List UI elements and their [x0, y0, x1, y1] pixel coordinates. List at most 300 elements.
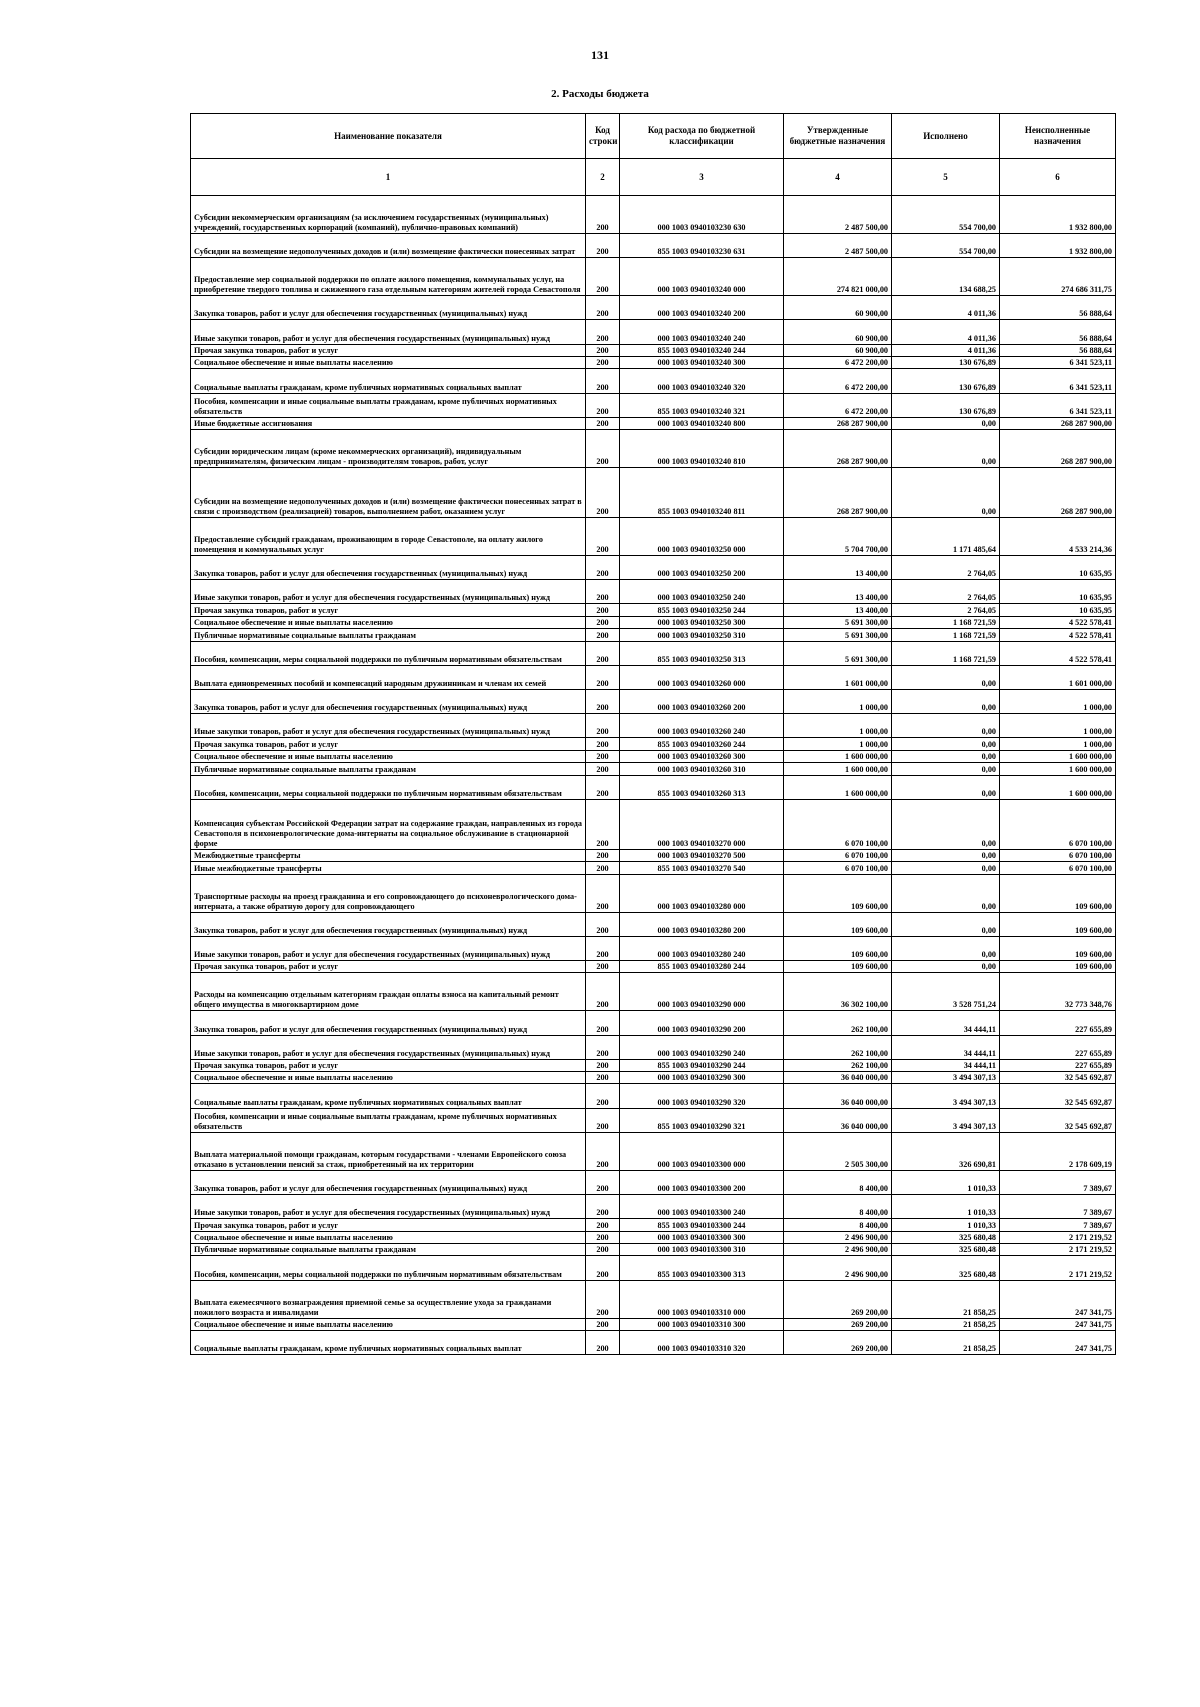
cell-indicator-name: Прочая закупка товаров, работ и услуг	[191, 344, 586, 356]
cell-executed-amount: 0,00	[892, 763, 1000, 775]
cell-classification-code: 000 1003 0940103250 000	[620, 518, 784, 556]
cell-executed-amount: 3 494 307,13	[892, 1084, 1000, 1108]
cell-executed-amount: 4 011,36	[892, 296, 1000, 320]
cell-indicator-name: Социальное обеспечение и иные выплаты населению	[191, 1072, 586, 1084]
cell-indicator-name: Закупка товаров, работ и услуг для обеспечения государственных (муниципальных) нужд	[191, 556, 586, 580]
cell-classification-code: 000 1003 0940103240 240	[620, 320, 784, 344]
cell-approved-amount: 6 472 200,00	[784, 393, 892, 417]
cell-indicator-name: Закупка товаров, работ и услуг для обеспечения государственных (муниципальных) нужд	[191, 690, 586, 714]
cell-indicator-name: Субсидии на возмещение недополученных доходов и (или) возмещение фактически понесенных затрат в связи с производством (реализацией) товаров, выполнением работ, оказанием услуг	[191, 468, 586, 518]
table-row	[191, 799, 1116, 849]
cell-approved-amount: 1 601 000,00	[784, 665, 892, 689]
cell-executed-amount: 2 764,05	[892, 580, 1000, 604]
table-row	[191, 1280, 1116, 1318]
cell-indicator-name: Иные закупки товаров, работ и услуг для обеспечения государственных (муниципальных) нужд	[191, 714, 586, 738]
cell-unexecuted-amount: 10 635,95	[1000, 580, 1116, 604]
cell-executed-amount: 2 764,05	[892, 556, 1000, 580]
table-row	[191, 468, 1116, 518]
cell-approved-amount: 2 487 500,00	[784, 196, 892, 234]
cell-indicator-name: Прочая закупка товаров, работ и услуг	[191, 738, 586, 750]
cell-classification-code: 000 1003 0940103290 240	[620, 1035, 784, 1059]
cell-line-code: 200	[586, 973, 620, 1011]
cell-unexecuted-amount: 10 635,95	[1000, 556, 1116, 580]
cell-approved-amount: 6 472 200,00	[784, 356, 892, 368]
cell-indicator-name: Субсидии некоммерческим организациям (за исключением государственных (муниципальных) учреждений, государственных корпораций (компаний), публично-правовых компаний)	[191, 196, 586, 234]
cell-executed-amount: 554 700,00	[892, 234, 1000, 258]
table-row	[191, 1195, 1116, 1219]
cell-unexecuted-amount: 32 545 692,87	[1000, 1084, 1116, 1108]
cell-executed-amount: 130 676,89	[892, 356, 1000, 368]
cell-classification-code: 000 1003 0940103280 200	[620, 912, 784, 936]
cell-line-code: 200	[586, 344, 620, 356]
cell-executed-amount: 0,00	[892, 690, 1000, 714]
cell-classification-code: 000 1003 0940103300 000	[620, 1132, 784, 1170]
cell-executed-amount: 0,00	[892, 665, 1000, 689]
cell-unexecuted-amount: 56 888,64	[1000, 320, 1116, 344]
cell-classification-code: 000 1003 0940103240 200	[620, 296, 784, 320]
cell-line-code: 200	[586, 1280, 620, 1318]
cell-executed-amount: 0,00	[892, 799, 1000, 849]
cell-executed-amount: 21 858,25	[892, 1318, 1000, 1330]
cell-line-code: 200	[586, 1108, 620, 1132]
cell-approved-amount: 6 472 200,00	[784, 369, 892, 393]
cell-executed-amount: 0,00	[892, 430, 1000, 468]
cell-line-code: 200	[586, 320, 620, 344]
table-row	[191, 1084, 1116, 1108]
cell-indicator-name: Прочая закупка товаров, работ и услуг	[191, 1059, 586, 1071]
cell-line-code: 200	[586, 417, 620, 429]
cell-indicator-name: Иные бюджетные ассигнования	[191, 417, 586, 429]
cell-approved-amount: 2 496 900,00	[784, 1244, 892, 1256]
cell-unexecuted-amount: 32 773 348,76	[1000, 973, 1116, 1011]
cell-indicator-name: Публичные нормативные социальные выплаты гражданам	[191, 763, 586, 775]
cell-approved-amount: 2 487 500,00	[784, 234, 892, 258]
cell-line-code: 200	[586, 960, 620, 972]
cell-executed-amount: 554 700,00	[892, 196, 1000, 234]
table-row	[191, 393, 1116, 417]
cell-line-code: 200	[586, 738, 620, 750]
cell-unexecuted-amount: 247 341,75	[1000, 1280, 1116, 1318]
cell-approved-amount: 2 496 900,00	[784, 1231, 892, 1243]
cell-executed-amount: 0,00	[892, 714, 1000, 738]
cell-approved-amount: 268 287 900,00	[784, 468, 892, 518]
cell-classification-code: 855 1003 0940103250 244	[620, 604, 784, 616]
cell-unexecuted-amount: 4 522 578,41	[1000, 616, 1116, 628]
table-row	[191, 738, 1116, 750]
cell-executed-amount: 326 690,81	[892, 1132, 1000, 1170]
cell-approved-amount: 6 070 100,00	[784, 799, 892, 849]
cell-unexecuted-amount: 7 389,67	[1000, 1195, 1116, 1219]
cell-classification-code: 000 1003 0940103260 200	[620, 690, 784, 714]
cell-indicator-name: Предоставление мер социальной поддержки по оплате жилого помещения, коммунальных услуг, на приобретение твердого топлива и сжиженного газа отдельным категориям жителей города Севастополя	[191, 258, 586, 296]
cell-approved-amount: 2 496 900,00	[784, 1256, 892, 1280]
table-row	[191, 518, 1116, 556]
cell-line-code: 200	[586, 296, 620, 320]
cell-line-code: 200	[586, 690, 620, 714]
section-title: 2. Расходы бюджета	[551, 88, 649, 100]
cell-classification-code: 000 1003 0940103240 810	[620, 430, 784, 468]
column-number: 5	[892, 159, 1000, 196]
cell-indicator-name: Субсидии юридическим лицам (кроме некоммерческих организаций), индивидуальным предпринимателям, физическим лицам - производителям товаров, работ, услуг	[191, 430, 586, 468]
cell-classification-code: 855 1003 0940103290 321	[620, 1108, 784, 1132]
cell-line-code: 200	[586, 1072, 620, 1084]
table-row	[191, 417, 1116, 429]
cell-indicator-name: Социальное обеспечение и иные выплаты населению	[191, 1318, 586, 1330]
table-row	[191, 1072, 1116, 1084]
cell-approved-amount: 262 100,00	[784, 1059, 892, 1071]
cell-executed-amount: 130 676,89	[892, 369, 1000, 393]
cell-line-code: 200	[586, 799, 620, 849]
cell-line-code: 200	[586, 714, 620, 738]
cell-approved-amount: 274 821 000,00	[784, 258, 892, 296]
cell-approved-amount: 36 040 000,00	[784, 1072, 892, 1084]
cell-line-code: 200	[586, 665, 620, 689]
cell-approved-amount: 1 600 000,00	[784, 775, 892, 799]
table-row	[191, 973, 1116, 1011]
cell-classification-code: 000 1003 0940103250 200	[620, 556, 784, 580]
cell-approved-amount: 109 600,00	[784, 936, 892, 960]
cell-classification-code: 000 1003 0940103250 240	[620, 580, 784, 604]
cell-line-code: 200	[586, 393, 620, 417]
cell-executed-amount: 1 168 721,59	[892, 629, 1000, 641]
cell-unexecuted-amount: 109 600,00	[1000, 912, 1116, 936]
cell-executed-amount: 1 171 485,64	[892, 518, 1000, 556]
table-row	[191, 1244, 1116, 1256]
cell-approved-amount: 269 200,00	[784, 1330, 892, 1354]
column-header-classification-code: Код расхода по бюджетной классификации	[620, 114, 784, 159]
cell-approved-amount: 268 287 900,00	[784, 417, 892, 429]
cell-executed-amount: 1 010,33	[892, 1170, 1000, 1194]
cell-executed-amount: 130 676,89	[892, 393, 1000, 417]
cell-approved-amount: 13 400,00	[784, 604, 892, 616]
cell-classification-code: 855 1003 0940103300 313	[620, 1256, 784, 1280]
cell-classification-code: 000 1003 0940103310 320	[620, 1330, 784, 1354]
cell-approved-amount: 1 000,00	[784, 714, 892, 738]
cell-unexecuted-amount: 109 600,00	[1000, 874, 1116, 912]
cell-indicator-name: Пособия, компенсации и иные социальные выплаты гражданам, кроме публичных нормативных обязательств	[191, 393, 586, 417]
table-row	[191, 629, 1116, 641]
column-number: 2	[586, 159, 620, 196]
cell-approved-amount: 60 900,00	[784, 296, 892, 320]
cell-line-code: 200	[586, 1195, 620, 1219]
cell-unexecuted-amount: 1 932 800,00	[1000, 196, 1116, 234]
cell-line-code: 200	[586, 518, 620, 556]
cell-indicator-name: Социальное обеспечение и иные выплаты населению	[191, 356, 586, 368]
cell-line-code: 200	[586, 1035, 620, 1059]
cell-indicator-name: Иные закупки товаров, работ и услуг для обеспечения государственных (муниципальных) нужд	[191, 580, 586, 604]
cell-line-code: 200	[586, 1219, 620, 1231]
cell-executed-amount: 4 011,36	[892, 344, 1000, 356]
cell-executed-amount: 325 680,48	[892, 1244, 1000, 1256]
cell-line-code: 200	[586, 1256, 620, 1280]
cell-classification-code: 855 1003 0940103280 244	[620, 960, 784, 972]
cell-classification-code: 000 1003 0940103260 310	[620, 763, 784, 775]
cell-executed-amount: 0,00	[892, 468, 1000, 518]
cell-line-code: 200	[586, 775, 620, 799]
table-row	[191, 430, 1116, 468]
cell-indicator-name: Выплата ежемесячного вознаграждения приемной семье за осуществление ухода за гражданами пожилого возраста и инвалидами	[191, 1280, 586, 1318]
cell-executed-amount: 134 688,25	[892, 258, 1000, 296]
table-row	[191, 1231, 1116, 1243]
table-row	[191, 1219, 1116, 1231]
table-header-row	[191, 114, 1116, 159]
cell-indicator-name: Прочая закупка товаров, работ и услуг	[191, 1219, 586, 1231]
table-row	[191, 369, 1116, 393]
table-row	[191, 1170, 1116, 1194]
cell-approved-amount: 6 070 100,00	[784, 849, 892, 861]
cell-executed-amount: 21 858,25	[892, 1280, 1000, 1318]
cell-unexecuted-amount: 109 600,00	[1000, 936, 1116, 960]
table-row	[191, 690, 1116, 714]
cell-line-code: 200	[586, 1059, 620, 1071]
cell-executed-amount: 3 494 307,13	[892, 1108, 1000, 1132]
cell-classification-code: 000 1003 0940103270 500	[620, 849, 784, 861]
cell-classification-code: 855 1003 0940103260 313	[620, 775, 784, 799]
cell-line-code: 200	[586, 1231, 620, 1243]
cell-classification-code: 000 1003 0940103250 300	[620, 616, 784, 628]
cell-unexecuted-amount: 2 171 219,52	[1000, 1231, 1116, 1243]
cell-line-code: 200	[586, 468, 620, 518]
table-row	[191, 580, 1116, 604]
cell-indicator-name: Пособия, компенсации и иные социальные выплаты гражданам, кроме публичных нормативных обязательств	[191, 1108, 586, 1132]
table-row	[191, 714, 1116, 738]
cell-indicator-name: Социальное обеспечение и иные выплаты населению	[191, 616, 586, 628]
cell-approved-amount: 269 200,00	[784, 1318, 892, 1330]
cell-executed-amount: 3 494 307,13	[892, 1072, 1000, 1084]
cell-executed-amount: 34 444,11	[892, 1035, 1000, 1059]
cell-line-code: 200	[586, 258, 620, 296]
cell-executed-amount: 0,00	[892, 862, 1000, 874]
table-row	[191, 1318, 1116, 1330]
cell-classification-code: 855 1003 0940103270 540	[620, 862, 784, 874]
table-row	[191, 936, 1116, 960]
cell-unexecuted-amount: 6 070 100,00	[1000, 849, 1116, 861]
cell-indicator-name: Закупка товаров, работ и услуг для обеспечения государственных (муниципальных) нужд	[191, 912, 586, 936]
cell-classification-code: 000 1003 0940103230 630	[620, 196, 784, 234]
cell-indicator-name: Пособия, компенсации, меры социальной поддержки по публичным нормативным обязательствам	[191, 775, 586, 799]
cell-classification-code: 000 1003 0940103240 800	[620, 417, 784, 429]
cell-unexecuted-amount: 6 341 523,11	[1000, 356, 1116, 368]
cell-unexecuted-amount: 6 070 100,00	[1000, 862, 1116, 874]
table-row	[191, 665, 1116, 689]
cell-unexecuted-amount: 1 932 800,00	[1000, 234, 1116, 258]
cell-unexecuted-amount: 109 600,00	[1000, 960, 1116, 972]
cell-indicator-name: Межбюджетные трансферты	[191, 849, 586, 861]
cell-approved-amount: 109 600,00	[784, 874, 892, 912]
table-row	[191, 1330, 1116, 1354]
cell-executed-amount: 0,00	[892, 738, 1000, 750]
cell-unexecuted-amount: 2 171 219,52	[1000, 1256, 1116, 1280]
table-row	[191, 750, 1116, 762]
cell-executed-amount: 325 680,48	[892, 1256, 1000, 1280]
cell-classification-code: 000 1003 0940103260 000	[620, 665, 784, 689]
cell-classification-code: 855 1003 0940103240 811	[620, 468, 784, 518]
cell-line-code: 200	[586, 641, 620, 665]
cell-approved-amount: 1 000,00	[784, 738, 892, 750]
cell-classification-code: 855 1003 0940103300 244	[620, 1219, 784, 1231]
cell-executed-amount: 0,00	[892, 750, 1000, 762]
cell-approved-amount: 8 400,00	[784, 1195, 892, 1219]
table-row	[191, 258, 1116, 296]
cell-indicator-name: Пособия, компенсации, меры социальной поддержки по публичным нормативным обязательствам	[191, 1256, 586, 1280]
cell-approved-amount: 1 000,00	[784, 690, 892, 714]
cell-approved-amount: 60 900,00	[784, 344, 892, 356]
cell-indicator-name: Социальные выплаты гражданам, кроме публичных нормативных социальных выплат	[191, 1084, 586, 1108]
cell-executed-amount: 4 011,36	[892, 320, 1000, 344]
table-row	[191, 1132, 1116, 1170]
cell-unexecuted-amount: 6 341 523,11	[1000, 393, 1116, 417]
cell-executed-amount: 0,00	[892, 417, 1000, 429]
table-row	[191, 344, 1116, 356]
cell-classification-code: 000 1003 0940103300 310	[620, 1244, 784, 1256]
cell-line-code: 200	[586, 1011, 620, 1035]
cell-classification-code: 000 1003 0940103240 320	[620, 369, 784, 393]
column-header-line-code: Код строки	[586, 114, 620, 159]
table-row	[191, 862, 1116, 874]
cell-approved-amount: 36 040 000,00	[784, 1084, 892, 1108]
cell-classification-code: 855 1003 0940103250 313	[620, 641, 784, 665]
cell-indicator-name: Прочая закупка товаров, работ и услуг	[191, 604, 586, 616]
cell-approved-amount: 5 704 700,00	[784, 518, 892, 556]
cell-indicator-name: Транспортные расходы на проезд гражданина и его сопровождающего до психоневрологического дома-интерната, а также обратную дорогу для сопровождающего	[191, 874, 586, 912]
cell-approved-amount: 60 900,00	[784, 320, 892, 344]
cell-classification-code: 000 1003 0940103280 240	[620, 936, 784, 960]
cell-unexecuted-amount: 247 341,75	[1000, 1330, 1116, 1354]
cell-indicator-name: Компенсация субъектам Российской Федерации затрат на содержание граждан, направленных из города Севастополя в психоневрологические дома-интернаты на социальное обслуживание в стационарной форме	[191, 799, 586, 849]
cell-executed-amount: 0,00	[892, 849, 1000, 861]
cell-executed-amount: 0,00	[892, 960, 1000, 972]
table-row	[191, 763, 1116, 775]
cell-unexecuted-amount: 4 522 578,41	[1000, 629, 1116, 641]
cell-line-code: 200	[586, 750, 620, 762]
column-header-executed: Исполнено	[892, 114, 1000, 159]
cell-unexecuted-amount: 2 178 609,19	[1000, 1132, 1116, 1170]
cell-classification-code: 000 1003 0940103290 000	[620, 973, 784, 1011]
cell-executed-amount: 34 444,11	[892, 1059, 1000, 1071]
cell-approved-amount: 8 400,00	[784, 1219, 892, 1231]
cell-line-code: 200	[586, 369, 620, 393]
cell-line-code: 200	[586, 763, 620, 775]
cell-indicator-name: Иные закупки товаров, работ и услуг для обеспечения государственных (муниципальных) нужд	[191, 936, 586, 960]
cell-executed-amount: 1 010,33	[892, 1195, 1000, 1219]
cell-indicator-name: Иные закупки товаров, работ и услуг для обеспечения государственных (муниципальных) нужд	[191, 1195, 586, 1219]
cell-indicator-name: Расходы на компенсацию отдельным категориям граждан оплаты взноса на капитальный ремонт общего имущества в многоквартирном доме	[191, 973, 586, 1011]
cell-executed-amount: 21 858,25	[892, 1330, 1000, 1354]
cell-line-code: 200	[586, 234, 620, 258]
cell-unexecuted-amount: 32 545 692,87	[1000, 1108, 1116, 1132]
cell-unexecuted-amount: 7 389,67	[1000, 1219, 1116, 1231]
cell-executed-amount: 1 168 721,59	[892, 641, 1000, 665]
cell-classification-code: 000 1003 0940103310 000	[620, 1280, 784, 1318]
cell-unexecuted-amount: 1 600 000,00	[1000, 775, 1116, 799]
column-number: 3	[620, 159, 784, 196]
cell-line-code: 200	[586, 629, 620, 641]
cell-approved-amount: 13 400,00	[784, 580, 892, 604]
table-row	[191, 1256, 1116, 1280]
column-header-approved: Утвержденные бюджетные назначения	[784, 114, 892, 159]
cell-unexecuted-amount: 4 533 214,36	[1000, 518, 1116, 556]
cell-line-code: 200	[586, 616, 620, 628]
table-row	[191, 604, 1116, 616]
cell-indicator-name: Предоставление субсидий гражданам, проживающим в городе Севастополе, на оплату жилого помещения и коммунальных услуг	[191, 518, 586, 556]
cell-line-code: 200	[586, 1132, 620, 1170]
table-row	[191, 556, 1116, 580]
cell-classification-code: 855 1003 0940103240 321	[620, 393, 784, 417]
cell-indicator-name: Публичные нормативные социальные выплаты гражданам	[191, 1244, 586, 1256]
budget-expenditure-table	[190, 113, 1116, 1355]
cell-unexecuted-amount: 56 888,64	[1000, 344, 1116, 356]
cell-approved-amount: 6 070 100,00	[784, 862, 892, 874]
cell-classification-code: 000 1003 0940103290 320	[620, 1084, 784, 1108]
cell-executed-amount: 325 680,48	[892, 1231, 1000, 1243]
table-row	[191, 912, 1116, 936]
cell-approved-amount: 36 302 100,00	[784, 973, 892, 1011]
column-number: 4	[784, 159, 892, 196]
table-row	[191, 356, 1116, 368]
cell-executed-amount: 2 764,05	[892, 604, 1000, 616]
cell-executed-amount: 0,00	[892, 874, 1000, 912]
cell-line-code: 200	[586, 874, 620, 912]
cell-approved-amount: 262 100,00	[784, 1035, 892, 1059]
table-row	[191, 849, 1116, 861]
cell-indicator-name: Иные закупки товаров, работ и услуг для обеспечения государственных (муниципальных) нужд	[191, 1035, 586, 1059]
cell-line-code: 200	[586, 936, 620, 960]
cell-classification-code: 000 1003 0940103300 300	[620, 1231, 784, 1243]
cell-line-code: 200	[586, 849, 620, 861]
cell-line-code: 200	[586, 912, 620, 936]
cell-line-code: 200	[586, 1084, 620, 1108]
cell-unexecuted-amount: 4 522 578,41	[1000, 641, 1116, 665]
cell-indicator-name: Прочая закупка товаров, работ и услуг	[191, 960, 586, 972]
table-row	[191, 320, 1116, 344]
table-row	[191, 874, 1116, 912]
cell-unexecuted-amount: 227 655,89	[1000, 1059, 1116, 1071]
column-number-row	[191, 159, 1116, 196]
cell-unexecuted-amount: 6 070 100,00	[1000, 799, 1116, 849]
cell-indicator-name: Закупка товаров, работ и услуг для обеспечения государственных (муниципальных) нужд	[191, 1170, 586, 1194]
cell-indicator-name: Субсидии на возмещение недополученных доходов и (или) возмещение фактически понесенных затрат	[191, 234, 586, 258]
cell-executed-amount: 3 528 751,24	[892, 973, 1000, 1011]
cell-classification-code: 000 1003 0940103300 240	[620, 1195, 784, 1219]
page-number: 131	[591, 48, 609, 62]
cell-executed-amount: 34 444,11	[892, 1011, 1000, 1035]
cell-indicator-name: Социальные выплаты гражданам, кроме публичных нормативных социальных выплат	[191, 369, 586, 393]
cell-classification-code: 855 1003 0940103230 631	[620, 234, 784, 258]
cell-executed-amount: 0,00	[892, 912, 1000, 936]
cell-classification-code: 000 1003 0940103270 000	[620, 799, 784, 849]
cell-classification-code: 000 1003 0940103250 310	[620, 629, 784, 641]
cell-unexecuted-amount: 268 287 900,00	[1000, 430, 1116, 468]
cell-indicator-name: Социальные выплаты гражданам, кроме публичных нормативных социальных выплат	[191, 1330, 586, 1354]
cell-unexecuted-amount: 2 171 219,52	[1000, 1244, 1116, 1256]
cell-approved-amount: 2 505 300,00	[784, 1132, 892, 1170]
cell-classification-code: 000 1003 0940103290 200	[620, 1011, 784, 1035]
table-row	[191, 234, 1116, 258]
cell-approved-amount: 109 600,00	[784, 912, 892, 936]
table-row	[191, 296, 1116, 320]
cell-indicator-name: Закупка товаров, работ и услуг для обеспечения государственных (муниципальных) нужд	[191, 1011, 586, 1035]
cell-line-code: 200	[586, 556, 620, 580]
column-header-name: Наименование показателя	[191, 114, 586, 159]
cell-unexecuted-amount: 1 600 000,00	[1000, 763, 1116, 775]
cell-unexecuted-amount: 1 000,00	[1000, 714, 1116, 738]
cell-approved-amount: 13 400,00	[784, 556, 892, 580]
cell-approved-amount: 1 600 000,00	[784, 750, 892, 762]
cell-classification-code: 855 1003 0940103240 244	[620, 344, 784, 356]
cell-indicator-name: Публичные нормативные социальные выплаты гражданам	[191, 629, 586, 641]
cell-classification-code: 000 1003 0940103260 240	[620, 714, 784, 738]
cell-unexecuted-amount: 1 600 000,00	[1000, 750, 1116, 762]
